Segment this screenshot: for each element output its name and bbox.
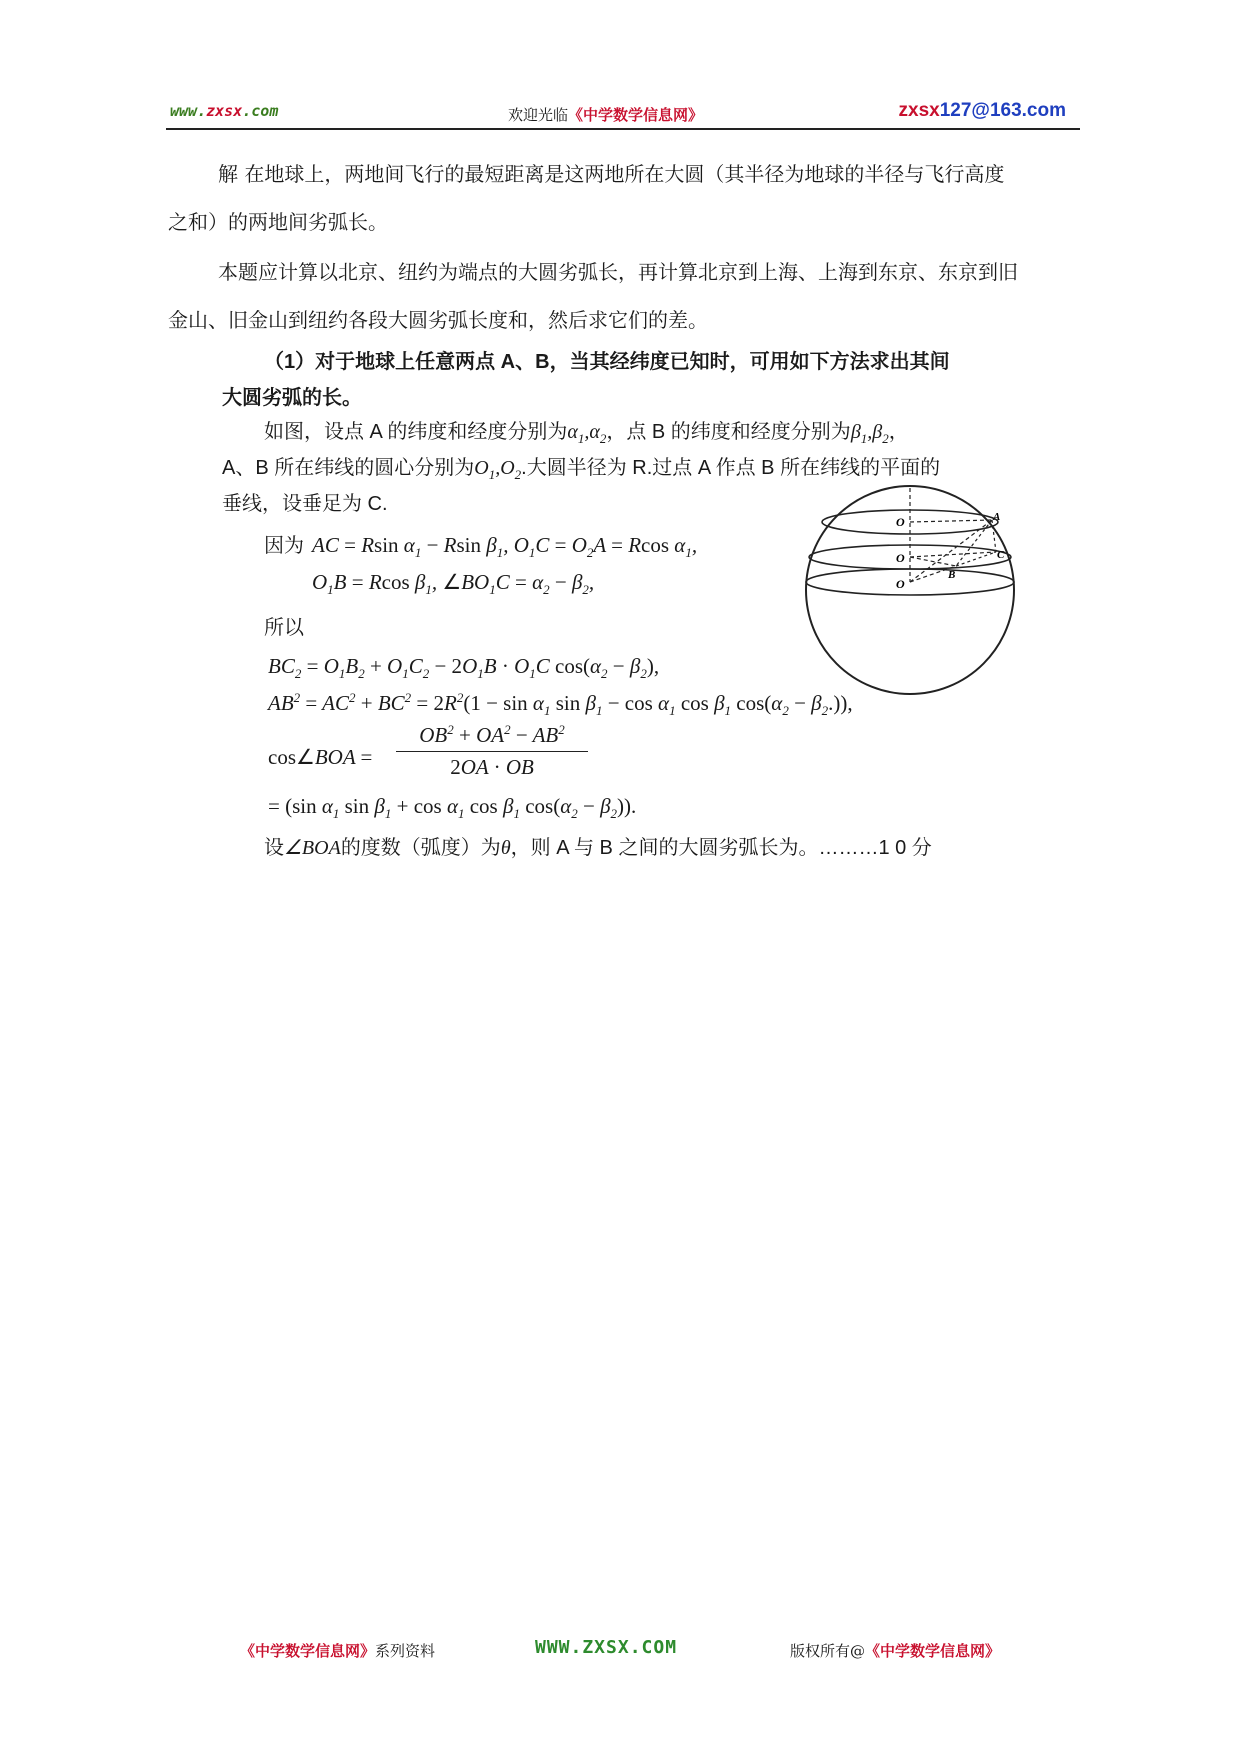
p3-line2: 大圆劣弧的长。	[222, 387, 362, 409]
site-name: 《中学数学信息网》	[568, 106, 704, 124]
footer-right	[790, 1640, 1000, 1661]
formula-ac: AC = Rsin $\alpha_1 - Rsin$ $\beta_1$, $O_1C = O_2A = Rcos$ $\alpha_1$,	[312, 533, 698, 561]
para1-line1: 解 在地球上，两地间飞行的最短距离是这两地所在大圆（其半径为地球的半径与飞行高度	[218, 162, 1005, 186]
site-logo	[170, 102, 278, 120]
label-b: B	[948, 569, 956, 581]
sphere-figure	[796, 480, 1026, 700]
final-line-c: ，则 A 与 B 之间的大圆劣弧长为。………1 0 分	[510, 837, 932, 859]
footer-right-site: 《中学数学信息网》	[865, 1642, 1001, 1660]
p4-line1-a: 如图，设点 A 的纬度和经度分别为	[264, 421, 568, 443]
footer-left	[240, 1640, 435, 1661]
formula-bc: $BC_2 = O_1B_2 + O_1C_2 - 2O_1B \cdot O_1C$ $\cos(\alpha_2 - \beta_2)$,	[268, 654, 660, 682]
because-label: 因为	[264, 535, 304, 557]
final-line: 设∠BOA的度数（弧度）为θ，则 A 与 B 之间的大圆劣弧长为。………1 0 分	[264, 837, 932, 859]
email-part-b: 127@163.com	[939, 100, 1066, 121]
footer-right-prefix: 版权所有@	[790, 1642, 866, 1660]
segment-o1-a	[910, 520, 992, 522]
footer-left-suffix: 系列资料	[375, 1642, 436, 1660]
logo-suffix: .com	[242, 102, 279, 120]
logo-prefix: www.	[170, 102, 207, 120]
page-header	[168, 98, 1078, 132]
p4-line1-b: ，点 B 的纬度和经度分别为	[606, 421, 851, 443]
p4-line1: 如图，设点 A 的纬度和经度分别为$\alpha_1,\alpha_2$，点 B 的纬度和经度分别为$\beta_1,\beta_2$，	[264, 421, 909, 446]
formula-o1b: $O_1B = Rcos$ $\beta_1$, $\angle BO_1C = \alpha_2 - \beta_2$,	[312, 570, 595, 598]
label-o2: O	[896, 551, 905, 565]
formula-cos-fraction	[396, 722, 588, 780]
label-o1: O	[896, 515, 905, 529]
p4-line2-a: A、B 所在纬线的圆心分别为	[222, 457, 475, 479]
email-part-a: zxsx	[898, 100, 940, 121]
final-line-a: 设	[264, 837, 284, 859]
logo-mid: zxsx	[206, 102, 243, 120]
p4-line3: 垂线，设垂足为 C.	[222, 493, 388, 515]
welcome-text	[508, 104, 703, 125]
footer-url: WWW.ZXSX.COM	[535, 1637, 678, 1658]
footer-left-site: 《中学数学信息网》	[240, 1642, 376, 1660]
formula-cos-result: = (sin $\alpha_1$ $\sin \beta_1 + \cos \alpha_1$ $\cos \beta_1$ $\cos(\alpha_2 - \beta_2)$).	[268, 794, 637, 822]
therefore-label: 所以	[264, 617, 304, 639]
contact-email	[899, 100, 1066, 122]
header-divider	[166, 128, 1080, 130]
formula-cos-label: cos∠BOA =	[268, 745, 373, 769]
label-a: A	[993, 511, 1001, 523]
para2-line1: 本题应计算以北京、纽约为端点的大圆劣弧长，再计算北京到上海、上海到东京、东京到旧	[218, 260, 1018, 284]
fraction-numerator: $OB^2 + OA^2 - AB^2$	[419, 722, 565, 747]
segment-o2-c	[910, 552, 996, 557]
fraction-denominator: 2OA · OB	[450, 755, 534, 779]
welcome-label: 欢迎光临	[508, 106, 569, 124]
fraction-bar	[396, 751, 588, 752]
para2-line2: 金山、旧金山到纽约各段大圆劣弧长度和，然后求它们的差。	[168, 308, 708, 332]
final-line-b: 的度数（弧度）为	[340, 837, 501, 859]
p4-line2-b: .大圆半径为 R.过点 A 作点 B 所在纬线的平面的	[521, 457, 941, 479]
label-c: C	[997, 549, 1005, 561]
para1-line2: 之和）的两地间劣弧长。	[168, 210, 388, 234]
formula-ab: $AB^2 = AC^2 + BC^2 = 2R^2(1 - \sin \alpha_1$ $\sin \beta_1 - \cos \alpha_1$ $\cos \beta_1$ $\cos(\alpha_2 - \beta_2.)$),	[268, 690, 853, 719]
p3-line1: （1）对于地球上任意两点 A、B，当其经纬度已知时，可用如下方法求出其间	[264, 351, 950, 373]
p4-line2: A、B 所在纬线的圆心分别为$O_1,O_2$.大圆半径为 R.过点 A 作点 B 所在纬线的平面的	[222, 457, 941, 482]
label-o: O	[896, 577, 905, 591]
